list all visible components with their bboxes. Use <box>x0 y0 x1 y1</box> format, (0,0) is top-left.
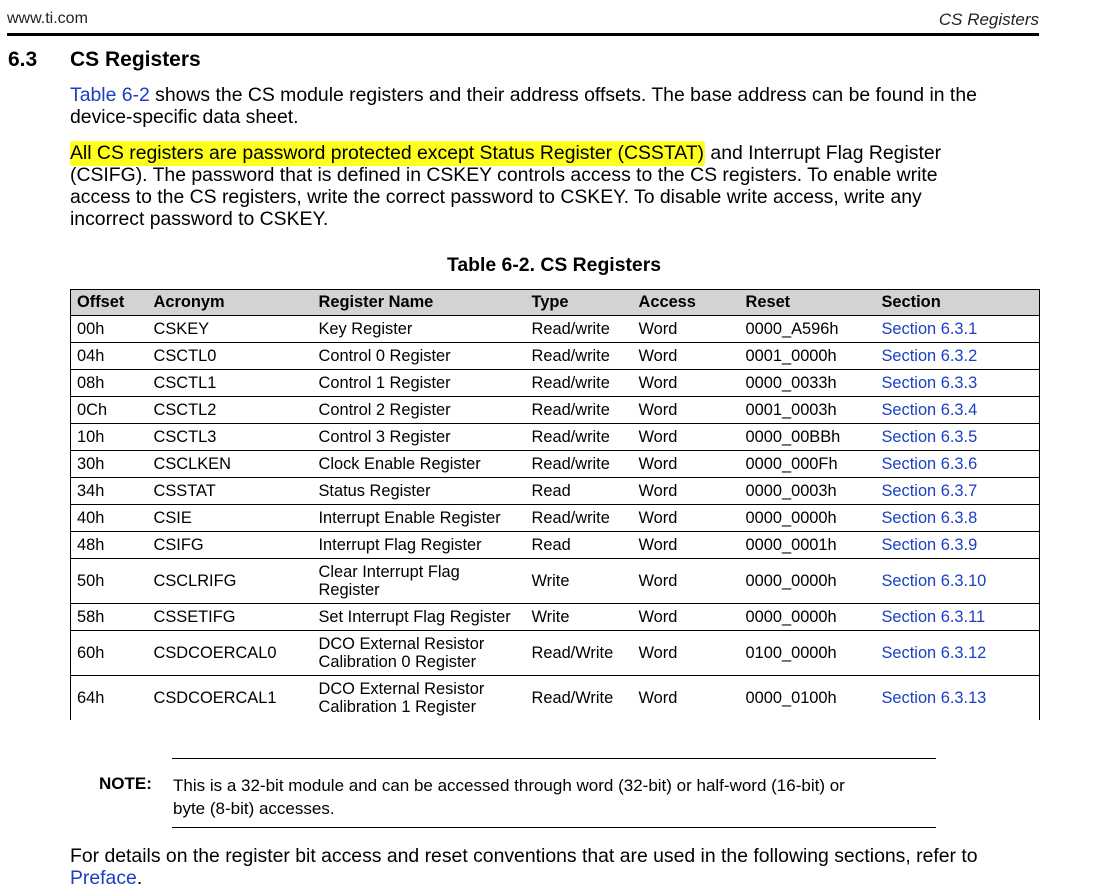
access-cell: Word <box>633 343 740 370</box>
footer-line-2: Preface. <box>70 867 143 889</box>
section-link[interactable]: Section 6.3.7 <box>876 478 1040 505</box>
type-cell: Write <box>526 604 633 631</box>
register-name-cell: Control 1 Register <box>313 370 526 397</box>
register-name-line: Clear Interrupt Flag <box>318 563 460 581</box>
section-link[interactable]: Section 6.3.3 <box>876 370 1040 397</box>
type-cell: Read/write <box>526 316 633 343</box>
offset-cell: 48h <box>71 532 148 559</box>
table-row <box>71 343 1040 370</box>
access-cell: Word <box>633 559 740 604</box>
type-cell: Read/write <box>526 370 633 397</box>
reset-cell: 0000_0000h <box>740 604 876 631</box>
section-link[interactable]: Section 6.3.9 <box>876 532 1040 559</box>
acronym-cell: CSCTL2 <box>148 397 313 424</box>
site-url: www.ti.com <box>7 10 88 27</box>
reset-cell: 0000_0003h <box>740 478 876 505</box>
table-row <box>71 532 1040 559</box>
offset-cell: 04h <box>71 343 148 370</box>
register-name-cell: Interrupt Flag Register <box>313 532 526 559</box>
acronym-cell: CSIFG <box>148 532 313 559</box>
register-name-cell <box>313 631 526 676</box>
table-row <box>71 559 1040 604</box>
table-row <box>71 397 1040 424</box>
section-link[interactable]: Section 6.3.13 <box>876 676 1040 721</box>
offset-cell: 30h <box>71 451 148 478</box>
table-row <box>71 676 1040 721</box>
register-name-cell: Control 3 Register <box>313 424 526 451</box>
section-link[interactable]: Section 6.3.10 <box>876 559 1040 604</box>
acronym-cell: CSDCOERCAL1 <box>153 689 277 707</box>
section-link[interactable]: Section 6.3.11 <box>876 604 1040 631</box>
acronym-cell: CSCTL0 <box>148 343 313 370</box>
header-access: Access <box>633 290 740 316</box>
header-rule <box>7 33 1039 36</box>
table-row <box>71 370 1040 397</box>
reset-cell: 0100_0000h <box>740 631 876 676</box>
reset-cell: 0000_0000h <box>740 505 876 532</box>
type-cell: Read/write <box>526 397 633 424</box>
offset-cell: 0Ch <box>71 397 148 424</box>
reset-cell: 0001_0000h <box>740 343 876 370</box>
password-line-2: (CSIFG). The password that is defined in CSKEY controls access to the CS registers. To enable write <box>70 164 938 186</box>
offset-cell: 60h <box>71 631 148 676</box>
access-cell: Word <box>633 478 740 505</box>
running-title: CS Registers <box>938 10 1039 29</box>
offset-cell: 10h <box>71 424 148 451</box>
table-header-row <box>71 290 1040 316</box>
register-name-cell: Status Register <box>313 478 526 505</box>
access-cell: Word <box>633 604 740 631</box>
register-name-line: Calibration 1 Register <box>318 698 477 716</box>
access-cell: Word <box>638 689 678 707</box>
register-name-cell <box>313 559 526 604</box>
register-name-cell: Key Register <box>313 316 526 343</box>
type-cell: Read/Write <box>526 631 633 676</box>
register-name-cell: Clock Enable Register <box>313 451 526 478</box>
section-title: CS Registers <box>70 48 201 71</box>
table-caption: Table 6-2. CS Registers <box>446 254 662 276</box>
header-offset: Offset <box>71 290 148 316</box>
section-link[interactable]: Section 6.3.2 <box>876 343 1040 370</box>
section-link[interactable]: Section 6.3.8 <box>876 505 1040 532</box>
acronym-cell: CSCLRIFG <box>148 559 313 604</box>
type-cell: Read/Write <box>531 689 614 707</box>
register-name-line: Register <box>318 581 380 599</box>
offset-cell: 64h <box>71 676 148 721</box>
header-type: Type <box>526 290 633 316</box>
acronym-cell: CSDCOERCAL0 <box>148 631 313 676</box>
header-reset: Reset <box>740 290 876 316</box>
acronym-cell: CSSETIFG <box>148 604 313 631</box>
access-cell: Word <box>633 451 740 478</box>
password-line-3: access to the CS registers, write the correct password to CSKEY. To disable write access, write any <box>70 186 922 208</box>
access-cell: Word <box>633 370 740 397</box>
table-row <box>71 631 1040 676</box>
preface-link[interactable]: Preface <box>70 867 137 889</box>
type-cell: Read/write <box>526 505 633 532</box>
reset-cell: 0000_0100h <box>745 689 837 707</box>
offset-cell: 50h <box>71 559 148 604</box>
acronym-cell: CSKEY <box>148 316 313 343</box>
access-cell: Word <box>633 631 740 676</box>
table-row <box>71 424 1040 451</box>
section-link[interactable]: Section 6.3.5 <box>876 424 1040 451</box>
offset-cell: 08h <box>71 370 148 397</box>
acronym-cell: CSSTAT <box>148 478 313 505</box>
access-cell: Word <box>633 505 740 532</box>
reset-cell: 0000_A596h <box>740 316 876 343</box>
intro-line-2: device-specific data sheet. <box>70 106 299 128</box>
register-name-line: DCO External Resistor <box>318 635 485 653</box>
header-section: Section <box>876 290 1040 316</box>
header-register-name: Register Name <box>313 290 526 316</box>
section-link[interactable]: Section 6.3.12 <box>876 631 1040 676</box>
access-cell: Word <box>633 532 740 559</box>
register-name-cell: Set Interrupt Flag Register <box>313 604 526 631</box>
highlighted-text: All CS registers are password protected except Status Register (CSSTAT) <box>70 142 705 164</box>
section-link[interactable]: Section 6.3.1 <box>876 316 1040 343</box>
register-name-cell: Control 2 Register <box>313 397 526 424</box>
offset-cell: 40h <box>71 505 148 532</box>
reset-cell: 0000_0001h <box>740 532 876 559</box>
register-name-cell: Interrupt Enable Register <box>313 505 526 532</box>
table-row <box>71 505 1040 532</box>
note-bottom-rule <box>172 827 936 828</box>
acronym-cell: CSIE <box>148 505 313 532</box>
reset-cell: 0000_000Fh <box>740 451 876 478</box>
type-cell: Read/write <box>526 343 633 370</box>
offset-cell: 34h <box>71 478 148 505</box>
section-number: 6.3 <box>8 48 38 71</box>
offset-cell: 00h <box>71 316 148 343</box>
acronym-cell: CSCTL3 <box>148 424 313 451</box>
table-6-2-link[interactable]: Table 6-2 <box>70 84 150 106</box>
password-line-1: All CS registers are password protected except Status Register (CSSTAT) and Interrupt Flag Register <box>70 142 942 164</box>
reset-cell: 0000_00BBh <box>740 424 876 451</box>
access-cell: Word <box>633 397 740 424</box>
access-cell: Word <box>633 424 740 451</box>
section-link[interactable]: Section 6.3.4 <box>876 397 1040 424</box>
table-row <box>71 604 1040 631</box>
reset-cell: 0001_0003h <box>740 397 876 424</box>
table-row <box>71 316 1040 343</box>
table-row <box>71 478 1040 505</box>
password-line-4: incorrect password to CSKEY. <box>70 208 329 230</box>
note-text: This is a 32-bit module and can be accessed through word (32-bit) or half-word (16-bit) or byte (8-bit) accesses. <box>173 776 845 818</box>
type-cell: Read/write <box>526 424 633 451</box>
section-link[interactable]: Section 6.3.6 <box>876 451 1040 478</box>
type-cell: Read/write <box>526 451 633 478</box>
offset-cell: 58h <box>71 604 148 631</box>
note-top-rule <box>172 758 936 759</box>
type-cell: Read <box>526 478 633 505</box>
type-cell: Read <box>526 532 633 559</box>
table-row <box>71 451 1040 478</box>
reset-cell: 0000_0000h <box>740 559 876 604</box>
note-label: NOTE: <box>99 774 152 793</box>
register-name-cell <box>313 676 526 721</box>
register-name-line: Calibration 0 Register <box>318 653 477 671</box>
footer-line-1: For details on the register bit access and reset conventions that are used in the following sections, refer to <box>70 845 978 867</box>
cs-registers-table <box>70 289 1040 720</box>
register-name-cell: Control 0 Register <box>313 343 526 370</box>
access-cell: Word <box>633 316 740 343</box>
acronym-cell: CSCTL1 <box>148 370 313 397</box>
register-name-line: DCO External Resistor <box>318 680 485 698</box>
acronym-cell: CSCLKEN <box>148 451 313 478</box>
header-acronym: Acronym <box>148 290 313 316</box>
intro-line-1: Table 6-2 shows the CS module registers and their address offsets. The base address can be found in the <box>70 84 977 106</box>
reset-cell: 0000_0033h <box>740 370 876 397</box>
type-cell: Write <box>526 559 633 604</box>
